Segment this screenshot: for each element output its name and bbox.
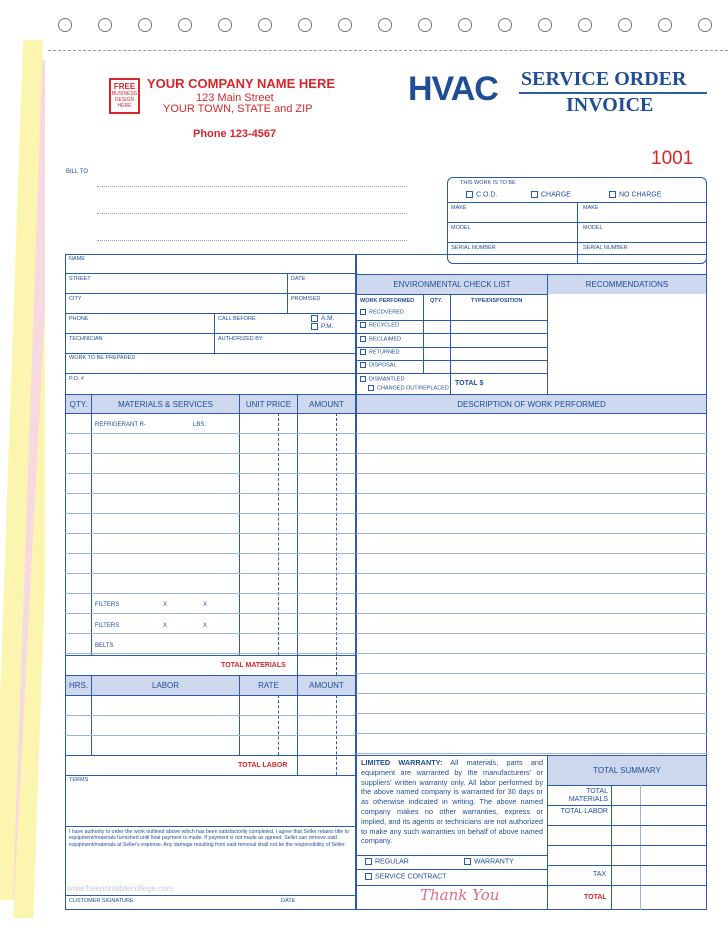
total-labor-label: TOTAL LABOR: [238, 762, 288, 769]
description-line[interactable]: [356, 493, 707, 494]
filters-label-1: FILTERS: [95, 602, 120, 608]
divider: [355, 333, 547, 334]
labor-col-amount: AMOUNT: [298, 676, 355, 695]
x-mark: X: [203, 602, 208, 608]
description-line[interactable]: [356, 553, 707, 554]
warranty-checkbox[interactable]: [464, 858, 471, 865]
warranty-body: All materials, parts and equipment are warranted by the manufacturers' or suppliers' written warranty only. All labor performed by the above named company is warranted for 30 days or as otherwise indicated in writing. The above named company makes no other warranties, express or implied, and its agents or technicians are not authorized to make any such warranties on behalf of above named company.: [361, 758, 544, 846]
env-item[interactable]: [360, 349, 400, 355]
no-charge-label: NO CHARGE: [619, 191, 662, 199]
recommendations-header: RECOMMENDATIONS: [548, 275, 706, 294]
description-line[interactable]: [356, 653, 707, 654]
promised-field[interactable]: PROMISED: [291, 296, 321, 302]
warranty-option-label: WARRANTY: [474, 858, 514, 866]
model-field-1[interactable]: MODEL: [451, 225, 471, 231]
description-line[interactable]: [356, 753, 707, 754]
pm-label: P.M.: [321, 323, 334, 331]
pm-option[interactable]: [311, 323, 334, 330]
center-divider: [355, 254, 357, 910]
bill-to-label: BILL TO: [66, 169, 88, 175]
date-field[interactable]: DATE: [291, 276, 306, 282]
cents-divider: [278, 695, 279, 755]
divider: [355, 360, 547, 361]
divider: [547, 274, 548, 394]
phone-field[interactable]: PHONE: [69, 316, 89, 322]
divider: [355, 373, 547, 374]
row-line: [65, 653, 355, 654]
perforation-line: [48, 50, 728, 51]
env-item-checkbox[interactable]: [360, 336, 366, 342]
pm-checkbox[interactable]: [311, 323, 318, 330]
binding-hole: [618, 18, 632, 32]
divider: [65, 826, 355, 827]
env-item-checkbox[interactable]: [360, 362, 366, 368]
divider: [355, 320, 547, 321]
row-line: [65, 613, 355, 614]
description-line[interactable]: [356, 673, 707, 674]
row-line: [65, 433, 355, 434]
service-contract-label: SERVICE CONTRACT: [375, 873, 447, 881]
make-field-2[interactable]: MAKE: [583, 205, 599, 211]
bill-to-lines: [97, 186, 407, 241]
description-line[interactable]: [356, 733, 707, 734]
no-charge-option[interactable]: [609, 191, 661, 198]
divider: [611, 785, 612, 910]
env-item[interactable]: [360, 322, 399, 328]
labor-col-labor: LABOR: [92, 676, 239, 695]
am-label: A.M.: [321, 315, 335, 323]
divider: [547, 885, 707, 886]
belts-label: BELTS: [95, 643, 114, 649]
divider: [547, 845, 707, 846]
cod-checkbox[interactable]: [466, 191, 473, 198]
binding-hole: [178, 18, 192, 32]
hvac-title: HVAC: [408, 70, 498, 108]
binding-hole: [698, 18, 712, 32]
technician-field[interactable]: TECHNICIAN: [69, 336, 103, 342]
city-field[interactable]: CITY: [69, 296, 82, 302]
description-line[interactable]: [356, 433, 707, 434]
lbs-label: LBS.: [193, 422, 207, 428]
service-contract-checkbox[interactable]: [365, 873, 372, 880]
divider: [65, 655, 355, 656]
env-item[interactable]: [360, 362, 397, 368]
env-item-label: RECOVERED: [369, 309, 404, 316]
cents-divider: [278, 413, 279, 655]
materials-col-desc: MATERIALS & SERVICES: [92, 395, 239, 413]
binding-hole: [98, 18, 112, 32]
service-order-title: SERVICE ORDER: [521, 68, 687, 90]
divider: [297, 676, 298, 775]
total-summary-header: TOTAL SUMMARY: [548, 756, 706, 785]
model-field-2[interactable]: MODEL: [583, 225, 603, 231]
divider: [355, 294, 547, 295]
authority-statement: I have authority to order the work outlined above which has been satisfactorily completed. I agree that Seller retains title to equipment/materials furnished until final payment is made. If payment is not made as agreed, Seller can remove said equipment/materials at Seller's expense. Any damage resulting from said removal shall not be the responsibility of Seller.: [69, 829, 349, 848]
row-line: [65, 633, 355, 634]
company-phone: Phone 123-4567: [193, 128, 277, 140]
terms-label: TERMS: [69, 777, 89, 783]
env-checklist-header: ENVIRONMENTAL CHECK LIST: [357, 275, 547, 294]
street-field[interactable]: STREET: [69, 276, 91, 282]
description-line[interactable]: [356, 713, 707, 714]
binding-hole: [58, 18, 72, 32]
binding-hole: [138, 18, 152, 32]
charge-option[interactable]: [531, 191, 571, 198]
divider: [65, 353, 355, 354]
call-before-field[interactable]: CALL BEFORE: [218, 316, 256, 322]
row-line: [65, 553, 355, 554]
no-charge-checkbox[interactable]: [609, 191, 616, 198]
materials-col-amount: AMOUNT: [298, 395, 355, 413]
free-design-badge: [109, 78, 140, 114]
signature-line: [65, 895, 355, 896]
env-col-qty: QTY.: [430, 298, 443, 304]
regular-label: REGULAR: [375, 858, 409, 866]
env-item-label: DISPOSAL: [369, 362, 397, 369]
refrigerant-label: REFRIGERANT R-: [95, 422, 146, 428]
binding-hole: [458, 18, 472, 32]
divider: [547, 865, 707, 866]
x-mark: X: [163, 602, 168, 608]
description-line[interactable]: [356, 613, 707, 614]
divider: [355, 855, 547, 856]
company-name: YOUR COMPANY NAME HERE: [147, 76, 336, 91]
env-item-checkbox[interactable]: [360, 309, 366, 315]
binding-hole: [658, 18, 672, 32]
row-line: [65, 453, 355, 454]
divider: [65, 273, 355, 274]
divider: [65, 775, 355, 776]
am-option[interactable]: [311, 315, 334, 322]
materials-col-price: UNIT PRICE: [240, 395, 297, 413]
cod-option[interactable]: [466, 191, 497, 198]
divider: [65, 313, 355, 314]
summary-labor: TOTAL LABOR: [560, 808, 608, 815]
changed-out-label: CHANGED OUT/REPLACED: [377, 385, 449, 392]
divider: [91, 395, 92, 655]
env-item[interactable]: [360, 309, 404, 315]
binding-hole: [298, 18, 312, 32]
signature-field[interactable]: CUSTOMER SIGNATURE: [69, 898, 134, 904]
charge-label: CHARGE: [541, 191, 571, 199]
materials-col-qty: QTY.: [66, 395, 91, 413]
row-line: [65, 513, 355, 514]
service-contract-option[interactable]: [365, 873, 446, 880]
po-field[interactable]: P.O. #: [69, 376, 84, 382]
description-line[interactable]: [356, 473, 707, 474]
description-line[interactable]: [356, 453, 707, 454]
invoice-title: INVOICE: [566, 94, 654, 116]
filters-label-2: FILTERS: [95, 623, 120, 629]
divider: [65, 333, 355, 334]
row-line: [65, 473, 355, 474]
divider: [355, 274, 707, 275]
row-line: [65, 593, 355, 594]
description-line[interactable]: [356, 513, 707, 514]
divider: [355, 347, 547, 348]
divider: [65, 755, 355, 756]
work-prepared-field[interactable]: WORK TO BE PREPARED: [69, 355, 136, 361]
env-col-work: WORK PERFORMED: [360, 298, 415, 304]
env-col-type: TYPE/DISPOSITION: [471, 298, 523, 304]
changed-out-option[interactable]: [368, 385, 449, 391]
binding-hole: [258, 18, 272, 32]
am-checkbox[interactable]: [311, 315, 318, 322]
company-street: 123 Main Street: [196, 92, 274, 104]
warranty-text: [361, 758, 543, 846]
name-field[interactable]: NAME: [69, 256, 85, 262]
env-item[interactable]: [360, 376, 404, 382]
warranty-option[interactable]: [464, 858, 514, 865]
divider: [547, 825, 707, 826]
description-line[interactable]: [356, 533, 707, 534]
env-item-label: RECYCLED: [369, 322, 399, 329]
binding-hole: [538, 18, 552, 32]
badge-line: HERE: [117, 103, 132, 109]
env-item[interactable]: [360, 336, 401, 342]
env-item-checkbox[interactable]: [360, 349, 366, 355]
row-line: [65, 735, 355, 736]
description-header: DESCRIPTION OF WORK PERFORMED: [357, 395, 706, 413]
regular-checkbox[interactable]: [365, 858, 372, 865]
make-field-1[interactable]: MAKE: [451, 205, 467, 211]
work-box-header: THIS WORK IS TO BE: [460, 180, 516, 186]
badge-line: BUSINESS: [111, 91, 138, 97]
company-city: YOUR TOWN, STATE and ZIP: [163, 103, 313, 115]
divider: [65, 695, 355, 696]
binding-hole: [418, 18, 432, 32]
description-line[interactable]: [356, 573, 707, 574]
serial-field-2[interactable]: SERIAL NUMBER: [583, 245, 628, 251]
binding-hole: [378, 18, 392, 32]
charge-checkbox[interactable]: [531, 191, 538, 198]
labor-col-hrs: HRS.: [66, 676, 91, 695]
badge-line: DESIGN: [114, 97, 135, 103]
total-materials-label: TOTAL MATERIALS: [221, 662, 286, 669]
binding-hole: [338, 18, 352, 32]
env-total: TOTAL $: [455, 380, 484, 387]
x-mark: X: [203, 623, 208, 629]
summary-tax: TAX: [593, 871, 607, 878]
env-item-label: RETURNED: [369, 349, 400, 356]
summary-total: TOTAL: [584, 894, 607, 901]
divider: [547, 805, 707, 806]
changed-out-checkbox[interactable]: [368, 385, 374, 391]
row-line: [65, 533, 355, 534]
divider: [65, 293, 355, 294]
thank-you-script: Thank You: [420, 886, 500, 904]
row-line: [65, 573, 355, 574]
cents-divider: [640, 785, 641, 910]
env-item-checkbox[interactable]: [360, 322, 366, 328]
watermark: www.freeprintablecollege.com: [67, 884, 174, 893]
authorized-field[interactable]: AUTHORIZED BY: [218, 336, 263, 342]
description-line[interactable]: [356, 593, 707, 594]
warranty-title: LIMITED WARRANTY:: [361, 758, 443, 767]
env-item-checkbox[interactable]: [360, 376, 366, 382]
binding-hole: [218, 18, 232, 32]
divider: [65, 413, 707, 414]
divider: [65, 373, 355, 374]
binding-hole: [498, 18, 512, 32]
row-line: [65, 493, 355, 494]
badge-line: FREE: [113, 82, 136, 91]
divider: [450, 294, 451, 394]
env-item-label: DISMANTLED: [369, 375, 405, 382]
serial-field-1[interactable]: SERIAL NUMBER: [451, 245, 496, 251]
divider: [547, 785, 707, 786]
divider: [355, 869, 547, 870]
description-line[interactable]: [356, 693, 707, 694]
row-line: [65, 715, 355, 716]
env-item-label: RECLAIMED: [369, 336, 402, 343]
binding-hole: [578, 18, 592, 32]
regular-option[interactable]: [365, 858, 409, 865]
description-line[interactable]: [356, 633, 707, 634]
divider: [239, 395, 240, 655]
signature-date-field[interactable]: DATE: [281, 898, 296, 904]
invoice-number: 1001: [651, 148, 694, 169]
cod-label: C.O.D.: [476, 191, 498, 199]
summary-materials: TOTAL MATERIALS: [568, 788, 608, 803]
x-mark: X: [163, 623, 168, 629]
labor-col-rate: RATE: [240, 676, 297, 695]
